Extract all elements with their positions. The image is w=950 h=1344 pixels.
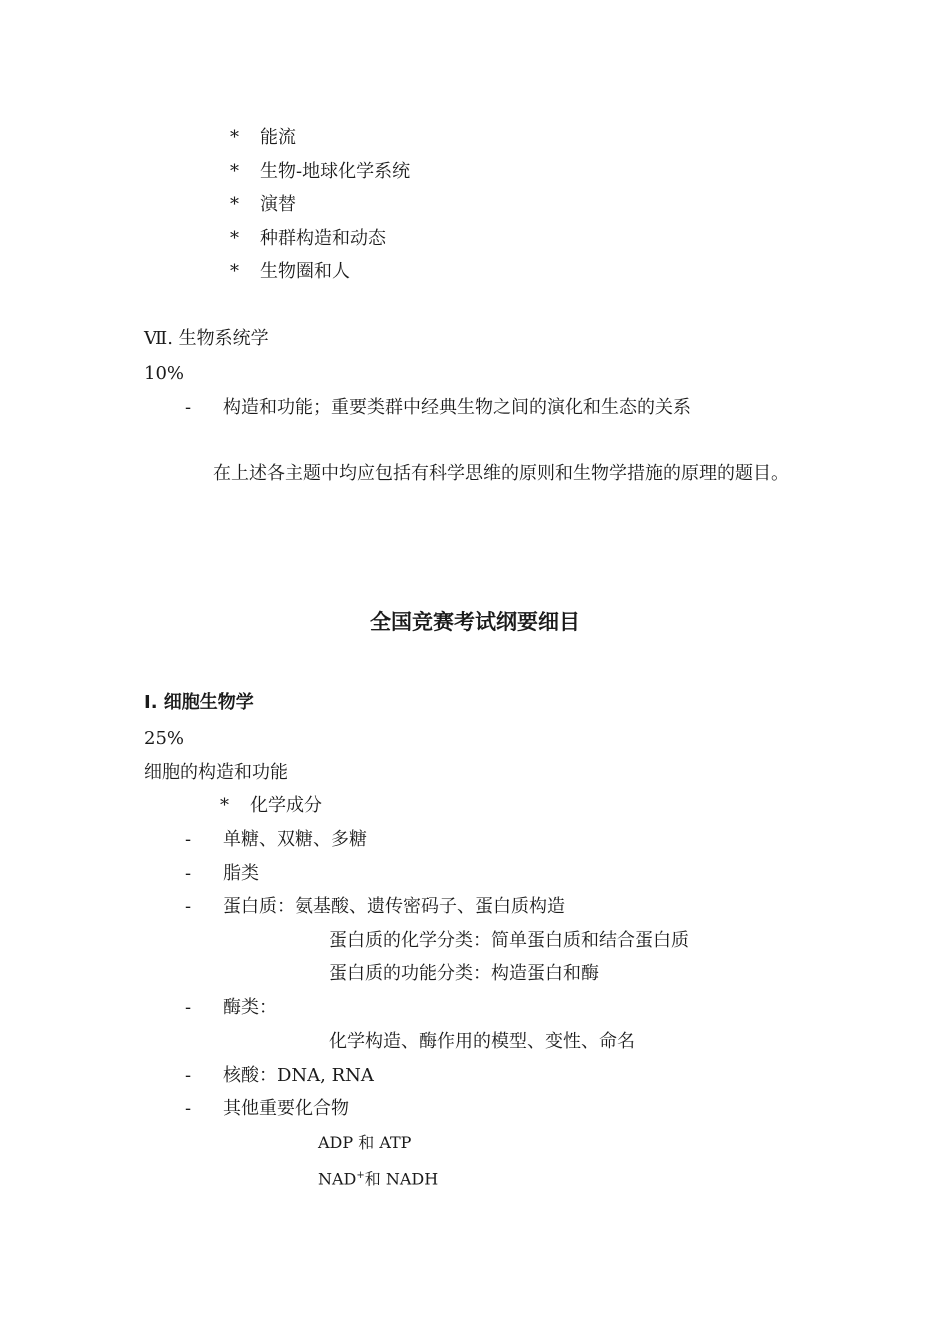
- list-item: [185, 1064, 374, 1088]
- list-item: [185, 862, 259, 886]
- nadh-text: 和 NADH: [364, 1169, 439, 1189]
- list-item-text: 构造和功能；重要类群中经典生物之间的演化和生态的关系: [223, 397, 691, 418]
- nad-text: NAD: [318, 1169, 357, 1189]
- section-percent: 25%: [144, 728, 185, 749]
- star-bullet: *: [220, 795, 229, 816]
- dash-bullet: -: [185, 896, 192, 917]
- sub-item: [318, 1164, 438, 1191]
- star-bullet: *: [230, 261, 239, 282]
- section-subtitle: 细胞的构造和功能: [144, 762, 288, 783]
- list-item-text: 脂类: [223, 863, 259, 884]
- list-item: [220, 794, 322, 818]
- list-item: [230, 126, 296, 150]
- list-item-text: 酶类：: [223, 997, 277, 1018]
- list-item-text: 生物-地球化学系统: [260, 161, 411, 182]
- superscript-plus: +: [356, 1170, 365, 1181]
- star-bullet: *: [230, 127, 239, 148]
- list-item-text: 能流: [260, 127, 296, 148]
- dash-bullet: -: [185, 397, 192, 418]
- list-item: [230, 260, 350, 284]
- star-bullet: *: [230, 194, 239, 215]
- list-item: [185, 396, 691, 420]
- section-heading: I. 细胞生物学: [144, 692, 254, 713]
- dash-bullet: -: [185, 997, 192, 1018]
- list-item: [230, 160, 410, 184]
- dash-bullet: -: [185, 829, 192, 850]
- list-item-text: 核酸：DNA, RNA: [223, 1065, 374, 1086]
- note-paragraph: 在上述各主题中均应包括有科学思维的原则和生物学措施的原理的题目。: [213, 463, 789, 484]
- star-bullet: *: [230, 228, 239, 249]
- page-title: 全国竞赛考试纲要细目: [370, 610, 580, 634]
- list-item-text: 其他重要化合物: [223, 1098, 349, 1119]
- list-item: [185, 895, 565, 919]
- list-item-text: 化学成分: [250, 795, 322, 816]
- sub-item: ADP 和 ATP: [318, 1133, 412, 1152]
- dash-bullet: -: [185, 1098, 192, 1119]
- list-item: [230, 227, 386, 251]
- dash-bullet: -: [185, 1065, 192, 1086]
- sub-item: 蛋白质的功能分类：构造蛋白和酶: [329, 963, 599, 984]
- list-item: [185, 828, 367, 852]
- sub-item: 蛋白质的化学分类：简单蛋白质和结合蛋白质: [329, 930, 689, 951]
- list-item: [185, 996, 277, 1020]
- list-item-text: 生物圈和人: [260, 261, 350, 282]
- list-item: [185, 1097, 349, 1121]
- sub-item: 化学构造、酶作用的模型、变性、命名: [329, 1031, 635, 1052]
- list-item: [230, 193, 296, 217]
- section-heading: Ⅶ. 生物系统学: [144, 328, 269, 349]
- star-bullet: *: [230, 161, 239, 182]
- list-item-text: 演替: [260, 194, 296, 215]
- list-item-text: 种群构造和动态: [260, 228, 386, 249]
- dash-bullet: -: [185, 863, 192, 884]
- list-item-text: 蛋白质：氨基酸、遗传密码子、蛋白质构造: [223, 896, 565, 917]
- list-item-text: 单糖、双糖、多糖: [223, 829, 367, 850]
- section-percent: 10%: [144, 363, 185, 384]
